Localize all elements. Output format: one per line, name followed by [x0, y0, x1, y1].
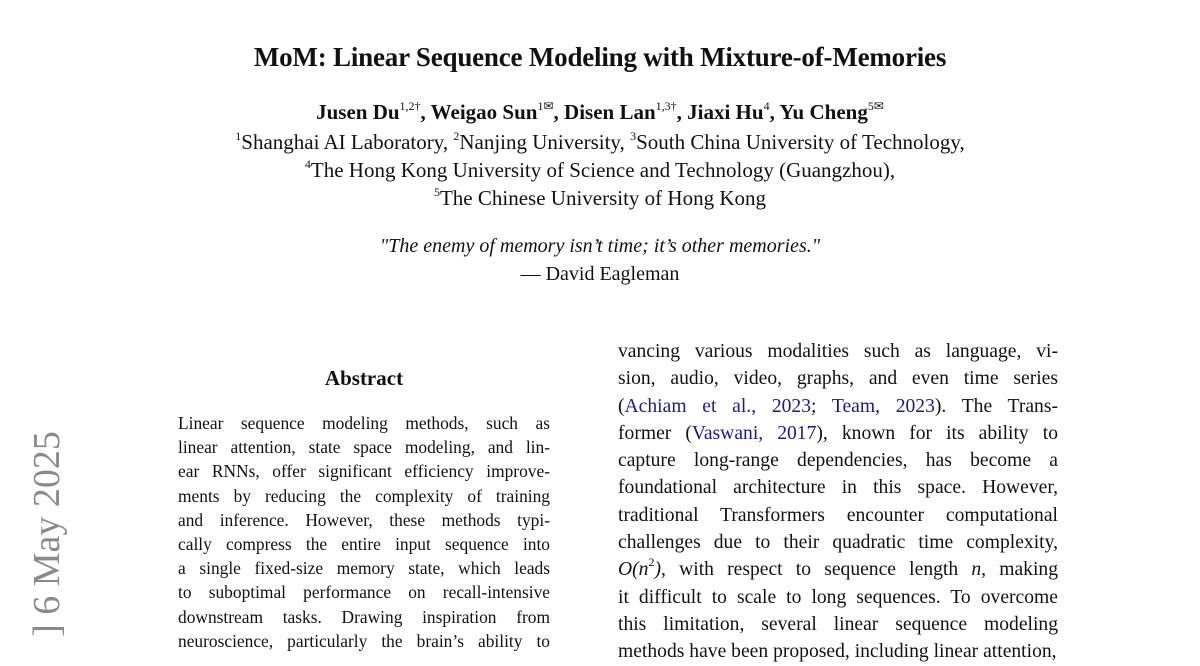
- epigraph-attribution: — David Eagleman: [520, 263, 680, 285]
- affiliation-line-3: $^5$The Chinese University of Hong Kong: [433, 185, 767, 210]
- author-5: Yu Cheng$^{5✉}$: [779, 99, 884, 124]
- citation-team[interactable]: Team, 2023: [831, 395, 935, 417]
- abstract-heading: Abstract: [324, 366, 404, 390]
- intro-line: methods have been proposed, including linear attention,: [618, 641, 1057, 663]
- abstract-line: Linear sequence modeling methods, such as: [178, 413, 550, 433]
- affiliation-line-1: $^1$Shanghai AI Laboratory, $^2$Nanjing University, $^3$South China University of Technology,: [235, 129, 965, 154]
- intro-line: challenges due to their quadratic time complexity,: [618, 532, 1058, 554]
- abstract-line: cally compress the entire input sequence into: [178, 534, 550, 555]
- author-3: Disen Lan$^{1,3\dagger}$,: [564, 99, 688, 124]
- intro-line: foundational architecture in this space. However,: [618, 477, 1058, 499]
- intro-body: [618, 338, 1058, 666]
- author-4: Jiaxi Hu$^4$,: [687, 99, 780, 124]
- affiliation-line-2: $^4$The Hong Kong University of Science and Technology (Guangzhou),: [304, 157, 896, 182]
- math-n: n: [971, 559, 982, 581]
- intro-line: sion, audio, video, graphs, and even time series: [618, 368, 1058, 390]
- abstract-line: a single fixed-size memory state, which leads: [178, 558, 550, 579]
- intro-line: this limitation, several linear sequence modeling: [618, 613, 1058, 635]
- intro-line: it difficult to scale to long sequences. To overcome: [618, 586, 1058, 608]
- author-1: Jusen $Du^{1,2\dagger}$,: [316, 99, 431, 124]
- abstract-line: ear RNNs, offer significant efficiency improve-: [178, 461, 550, 482]
- abstract-line: to suboptimal performance on recall-intensive: [178, 582, 550, 603]
- abstract-line: ments by reducing the complexity of training: [178, 485, 550, 506]
- intro-line: $O(n^2)$, with respect to sequence length n, making: [618, 555, 1058, 581]
- math-big-o: $O(n^2)$: [618, 555, 662, 581]
- citation-vaswani[interactable]: Vaswani, 2017: [691, 422, 817, 444]
- intro-line: vancing various modalities such as language, vi-: [618, 341, 1058, 362]
- intro-line: capture long-range dependencies, has become a: [618, 450, 1058, 472]
- abstract-line: downstream tasks. Drawing inspiration from: [178, 606, 550, 627]
- author-2: Weigao Sun$^{1✉}$,: [430, 99, 565, 124]
- intro-line: traditional Transformers encounter computational: [618, 504, 1058, 526]
- intro-line: (Achiam et al., 2023; Team, 2023). The Trans-: [618, 395, 1058, 417]
- paper-title: MoM: Linear Sequence Modeling with Mixture-of-Memories: [253, 42, 947, 72]
- abstract-line: linear attention, state space modeling, and lin-: [178, 437, 550, 458]
- abstract-body: [178, 411, 550, 653]
- epigraph-quote: "The enemy of memory isn’t time; it’s other memories.": [379, 235, 821, 257]
- arxiv-date: ] 6 May 2025: [26, 431, 68, 637]
- abstract-line: neuroscience, particularly the brain’s ability to: [178, 630, 550, 651]
- author-list: [0, 100, 1200, 125]
- citation-achiam[interactable]: Achiam et al., 2023: [624, 395, 812, 417]
- abstract-line: and inference. However, these methods typi-: [178, 509, 550, 530]
- intro-line: former (Vaswani, 2017), known for its ability to: [618, 422, 1059, 444]
